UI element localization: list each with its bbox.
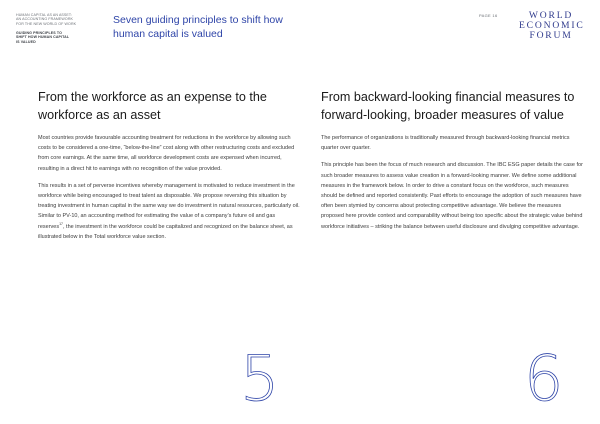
left-paragraph-1: Most countries provide favourable accounting treatment for reductions in the workforce by allowing such costs to be considered a one-time, “below-the-line” cost along with other restructuring costs and excluded from core earnings. At the same time, all workforce development costs are expensed when incurred, resulting in a direct hit to earnings with no recognition of the value provided.	[38, 135, 295, 172]
document-title-line: AN ACCOUNTING FRAMEWORK	[16, 17, 74, 22]
document-title-line: HUMAN CAPITAL AS AN ASSET:	[16, 13, 72, 17]
logo-line: ECONOMIC	[519, 19, 585, 31]
left-title-line: workforce as an asset	[38, 108, 161, 122]
principle-number-right: 6	[524, 342, 564, 415]
left-paragraph-2-text: , the investment in the workforce could be capitalized and recognized on the balance sheet, as illustrated below in the Total workforce value section.	[38, 223, 293, 240]
footnote-ref[interactable]: 17	[59, 221, 63, 226]
section-label-line: SHIFT HOW HUMAN CAPITAL	[16, 35, 70, 40]
right-column-body	[321, 133, 583, 239]
right-title-line: forward-looking, broader measures of value	[321, 108, 564, 122]
left-paragraph-2	[38, 181, 300, 242]
page-number: PAGE 16	[479, 13, 498, 18]
left-title-line: From the workforce as an expense to the	[38, 90, 267, 104]
section-label-line: IS VALUED	[16, 39, 36, 44]
logo-line: WORLD	[528, 10, 574, 21]
left-column-title	[38, 88, 300, 124]
right-paragraph-1: The performance of organizations is traditionally measured through backward-looking financial metrics quarter over quarter.	[321, 135, 570, 152]
right-title-line: From backward-looking financial measures to	[321, 90, 575, 104]
logo-line: FORUM	[529, 29, 573, 41]
left-column-body	[38, 133, 300, 249]
section-title	[113, 13, 313, 41]
document-title	[16, 13, 111, 26]
right-paragraph-2: This principle has been the focus of much research and discussion. The IBC ESG paper details the case for such broader measures to assess value creation in a forward-looking manner. We define some additional measures in the framework below. In order to drive a constant focus on the workforce, such measures should be defined and reported consistently. Past efforts to encourage the adoption of such measures have often been stymied by concerns about protecting competitive advantage. We believe the measures proposed here provide context and comparability without being too specific about the strategic value behind workforce initiatives – striking the balance between useful disclosure and divulging competitive advantage.	[321, 162, 583, 230]
section-title-line: Seven guiding principles to shift how	[113, 14, 283, 26]
section-label	[16, 31, 111, 44]
section-label-line: GUIDING PRINCIPLES TO	[16, 31, 62, 35]
left-paragraph-2-text: This results in a set of perverse incentives whereby management is motivated to reduce investment in the workforce while being encouraged to treat talent as disposable. We propose reversing this situation by treating investment in human capital in the same way we do investment in natural resources, particularly oil. Similar to PV-10, an accounting method for estimating the value of a company’s future oil and gas reserves	[38, 182, 300, 230]
section-title-line: human capital is valued	[113, 28, 223, 40]
document-title-line: FOR THE NEW WORLD OF WORK	[16, 21, 77, 26]
right-column-title	[321, 88, 583, 124]
principle-number-left: 5	[240, 342, 280, 415]
wef-logo	[519, 11, 583, 40]
